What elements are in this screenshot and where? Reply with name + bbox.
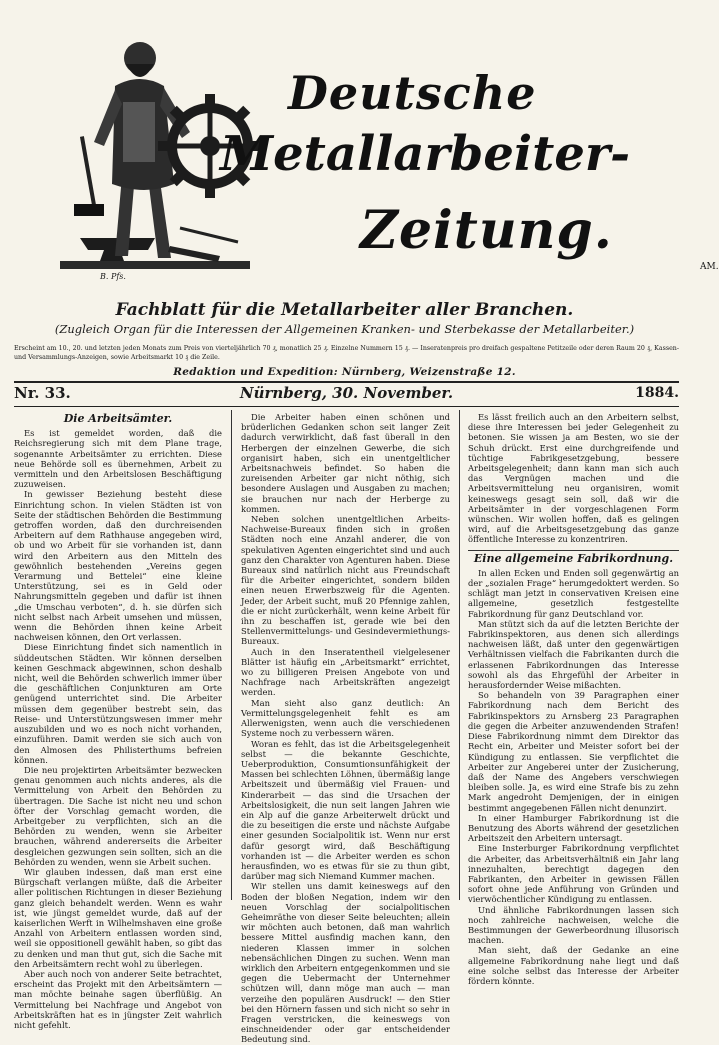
masthead-title-line-3: Zeitung.: [360, 200, 613, 261]
article-heading-fabrikordnung: Eine allgemeine Fabrikordnung.: [473, 551, 674, 565]
masthead-title-line-2: Metallarbeiter-: [220, 126, 631, 182]
paragraph: Aber auch noch von anderer Seite betrachtet, erscheint das Projekt mit den Arbeitsämtern — man möchte beinahe sagen überflüßig. An Vermittelung bei Nachfrage und Angebot von Arbeitskräften hat es in jüngster Zeit wahrlich nicht gefehlt.: [14, 968, 222, 1030]
issue-year: 1884.: [635, 385, 679, 401]
column-divider: [459, 410, 460, 900]
organ-line: (Zugleich Organ für die Interessen der Allgemeinen Kranken- und Sterbekasse der Metallarbeiter.): [54, 322, 635, 336]
masthead: [60, 6, 719, 296]
paragraph: Woran es fehlt, das ist die Arbeitsgelegenheit selbst — die bekannte Geschichte, Ueberproduktion, Consumtionsunfähigkeit der Massen bei schlechten Löhnen, übermäßig lange Arbeitszeit und übermäßig viel Frauen- und Kinderarbeit — das sind die Ursachen der Arbeitslosigkeit, die nun seit langen Jahren wie ein Alp auf die ganze Arbeiterwelt drückt und die zu beseitigen die erste und nächste Aufgabe einer gesunden Socialpolitik ist. Wenn nur erst dafür gesorgt wird, daß Beschäftigung vorhanden ist — die Arbeiter werden es schon herausfinden, wo es etwas für sie zu thun gibt, darüber mag sich Niemand Kummer machen.: [241, 738, 450, 882]
issue-rule: [14, 406, 679, 407]
issue-number: Nr. 33.: [14, 384, 71, 402]
issue-line: [14, 384, 679, 404]
paragraph: Es ist gemeldet worden, daß die Reichsregierung sich mit dem Plane trage, sogenannte Arbeitsämter zu errichten. Diese neue Behörde soll es übernehmen, Arbeit zu vermitteln und den Arbeitslosen Beschäftigung zuzuweisen.: [14, 428, 222, 490]
article-heading-arbeitsaemter: Die Arbeitsämter.: [63, 412, 173, 425]
paragraph: Man stützt sich da auf die letzten Berichte der Fabrikinspektoren, aus denen sich allerdings nachweisen läßt, daß unter den gegenwärtigen Verhältnissen vielfach die Fabrikanten durch die erlassenen Fabrikordnungen das Interesse sowohl als das Ehrgefühl der Arbeiter in herausfordernder Weise mißachten.: [468, 618, 679, 691]
paragraph: Wir glauben indessen, daß man erst eine Bürgschaft verlangen müßte, daß die Arbeiter aller politischen Richtungen in dieser Beziehung ganz gleich behandelt werden. Wenn es wahr ist, wie jüngst gemeldet wurde, daß auf der kaiserlichen Werft in Wilhelmshaven eine große Anzahl von Arbeitern entlassen worden sind, weil sie oppositionell gewählt haben, so gibt das zu denken und man thut gut, sich die Sache mit den Arbeitsämtern recht wohl zu überlegen.: [14, 866, 222, 969]
paragraph: So behandeln von 39 Paragraphen einer Fabrikordnung nach dem Bericht des Fabrikinspektors zu Arnsberg 23 Paragraphen die gegen die Arbeiter anzuwendenden Strafen! Diese Fabrikordnung nimmt dem Direktor das Recht ein, Arbeiter und Meister sofort bei der Kündigung zu entlassen. Sie verpflichtet die Arbeiter zur Angeberei unter der Zusicherung, daß der Name des Angebers verschwiegen bleiben solle. Ja, es wird eine Strafe bis zu zehn Mark angedroht Demjenigen, der in einigen bestimmt angegebenen Fällen nicht denunzirt.: [468, 690, 679, 813]
paragraph: Diese Einrichtung findet sich namentlich in süddeutschen Städten. Wir können derselben keinen Geschmack abgewinnen, schon deshalb nicht, weil die Behörden schwerlich immer über die geschäftlichen Conjunkturen am Orte genügend unterrichtet sind. Die Arbeiter müssen dem gegenüber bestrebt sein, das Reise- und Unterstützungswesen immer mehr auszubilden und wo es noch nicht vorhanden, einzuführen. Damit werden sie sich auch von den Almosen des Philisterthums befreien können.: [14, 642, 222, 765]
paragraph: Man sieht also ganz deutlich: An Vermittelungsgelegenheit fehlt es am Allerwenigsten, wenn auch die verschiedenen Systeme noch zu verbessern wären.: [241, 697, 450, 739]
paragraph: Die Arbeiter haben einen schönen und brüderlichen Gedanken schon seit langer Zeit dadurch verwirklicht, daß fast überall in den Herbergen der einzelnen Gewerbe, die sich organisirt haben, sich ein unentgeltlicher Arbeitsnachweis befindet. So haben die zureisenden Arbeiter gar nicht nöthig, sich besondere Auslagen und Ausgaben zu machen; sie brauchen nur nach der Herberge zu kommen.: [241, 412, 450, 514]
article-separator: [468, 550, 679, 551]
top-rule: [14, 381, 679, 383]
column-3: [468, 412, 679, 986]
masthead-title-line-1: Deutsche: [288, 66, 537, 120]
subtitle: Fachblatt für die Metallarbeiter aller Branchen.: [115, 300, 574, 320]
paragraph: Eine Insterburger Fabrikordnung verpflichtet die Arbeiter, das Arbeitsverhältniß ein Jahr lang innezuhalten, berechtigt dagegen den Fabrikanten, den Arbeiter in gewissen Fällen sofort ohne jede Anführung von Gründen und vierwöchentlicher Kündigung zu entlassen.: [468, 843, 679, 905]
column-divider: [231, 410, 232, 900]
paragraph: Man sieht, daß der Gedanke an eine allgemeine Fabrikordnung nahe liegt und daß eine solche selbst das Interesse der Arbeiter fördern könnte.: [468, 945, 679, 986]
subscription-notice: Erscheint am 10., 20. und letzten jeden Monats zum Preis von vierteljährlich 70 ₰, monatlich 25 ₰. Einzelne Nummern 15 ₰. — Inseratenpreis pro dreifach gespaltene Petitzeile oder deren Raum 20 ₰, Kassen- und Versammlungs-Anzeigen, sowie Arbeitsmarkt 10 ₰ die Zeile.: [14, 345, 679, 361]
paragraph: In einer Hamburger Fabrikordnung ist die Benutzung des Aborts während der gesetzlichen Arbeitszeit den Arbeitern untersagt.: [468, 812, 679, 844]
editorial-address: Redaktion und Expedition: Nürnberg, Weizenstraße 12.: [173, 366, 516, 378]
artist-mark: AM.: [700, 262, 719, 272]
column-1: [14, 412, 222, 1030]
illustrator-signature: B. Pfs.: [100, 272, 126, 281]
paragraph: Und ähnliche Fabrikordnungen lassen sich noch zahlreiche nachweisen, welche die Bestimmungen der Gewerbeordnung illusorisch machen.: [468, 904, 679, 946]
paragraph: Die neu projektirten Arbeitsämter bezwecken genau genommen auch nichts anderes, als die Vermittelung von Arbeit den Behörden zu übertragen. Die Sache ist nicht neu und schon öfter der Vorschlag gemacht worden, die Arbeitgeber zu verpflichten, sich an die Behörden zu wenden, wenn sie Arbeiter brauchen, während andererseits die Arbeiter desgleichen gezwungen sein sollten, sich an die Behörden zu wenden, wenn sie Arbeit suchen.: [14, 764, 222, 867]
issue-date: Nürnberg, 30. November.: [239, 384, 454, 402]
paragraph: Neben solchen unentgeltlichen Arbeits-Nachweise-Bureaux finden sich in großen Städten noch eine Anzahl anderer, die von spekulativen Agenten eingerichtet sind und auch ganz den Charakter von Agenturen haben. Diese Bureaux sind natürlich nicht aus Freundschaft für die Arbeiter eingerichtet, sondern bilden einen neuen Erwerbszweig für die Agenten. Jeder, der Arbeit sucht, muß 20 Pfennige zahlen, die er nicht zurückerhält, wenn keine Arbeit für ihn zu beschaffen ist, gerade wie bei den Stellenvermittelungs- und Gesindevermiethungs-Bureaux.: [241, 514, 450, 647]
paragraph: In allen Ecken und Enden soll gegenwärtig an der „sozialen Frage“ herumgedoktert werden. So schlägt man jetzt in conservativen Kreisen eine allgemeine, gesetzlich festgestellte Fabrikordnung für ganz Deutschland vor.: [468, 567, 679, 619]
column-2: [241, 412, 450, 1045]
paragraph: Es lässt freilich auch an den Arbeitern selbst, diese ihre Interessen bei jeder Gelegenheit zu betonen. Sie wissen ja am Besten, wo sie der Schuh drückt. Erst eine durchgreifende und tüchtige Fabrikgesetzgebung, bessere Arbeitsgelegenheit; dann kann man sich auch das Vergnügen machen und die Arbeitsvermittelung neu organisiren, womit keineswegs gesagt sein soll, daß wir die Arbeitsämter in der vorgeschlagenen Form wünschen. Wir wollen hoffen, daß es gelingen wird, auf die Arbeitsgesetzgebung das ganze öffentliche Interesse zu konzentriren.: [468, 412, 679, 545]
paragraph: In gewisser Beziehung besteht diese Einrichtung schon. In vielen Städten ist von Seite der städtischen Behörden die Bestimmung getroffen worden, daß den durchreisenden Arbeitern auf dem Rathhause angegeben wird, ob und wo Arbeit für sie vorhanden ist, dann wird den Arbeitern aus den Mitteln des gewöhnlich bestehenden „Vereins gegen Verarmung und Bettelei“ eine kleine Unterstützung, sei es in Geld oder Nahrungsmitteln gegeben und dafür ist ihnen „die Umschau verboten“, d. h. sie dürfen sich nicht selbst nach Arbeit umsehen und müssen, wenn die Behörden ihnen keine Arbeit nachweisen können, den Ort verlassen.: [14, 489, 222, 643]
paragraph: Wir stellen uns damit keineswegs auf den Boden der bloßen Negation, indem wir den neuen Vorschlag der socialpolitischen Geheimräthe von dieser Seite beleuchten; allein wir möchten auch betonen, daß man wahrlich bessere Mittel ausfindig machen kann, den niederen Klassen immer in solchen nebensächlichen Dingen zu suchen. Wenn man wirklich den Arbeitern entgegenkommen und sie gegen die Uebermacht der Unternehmer schützen will, dann möge man auch — man verzeihe den populären Ausdruck! — den Stier bei den Hörnern fassen und sich nicht so sehr in Fragen verstricken, die keineswegs von einschneidender oder gar entscheidender Bedeutung sind.: [241, 881, 450, 1045]
paragraph: Auch in den Inseratentheil vielgelesener Blätter ist häufig ein „Arbeitsmarkt“ errichtet, wo zu billigeren Preisen Angebote von und Nachfrage nach Arbeitskräften angezeigt werden.: [241, 646, 450, 698]
